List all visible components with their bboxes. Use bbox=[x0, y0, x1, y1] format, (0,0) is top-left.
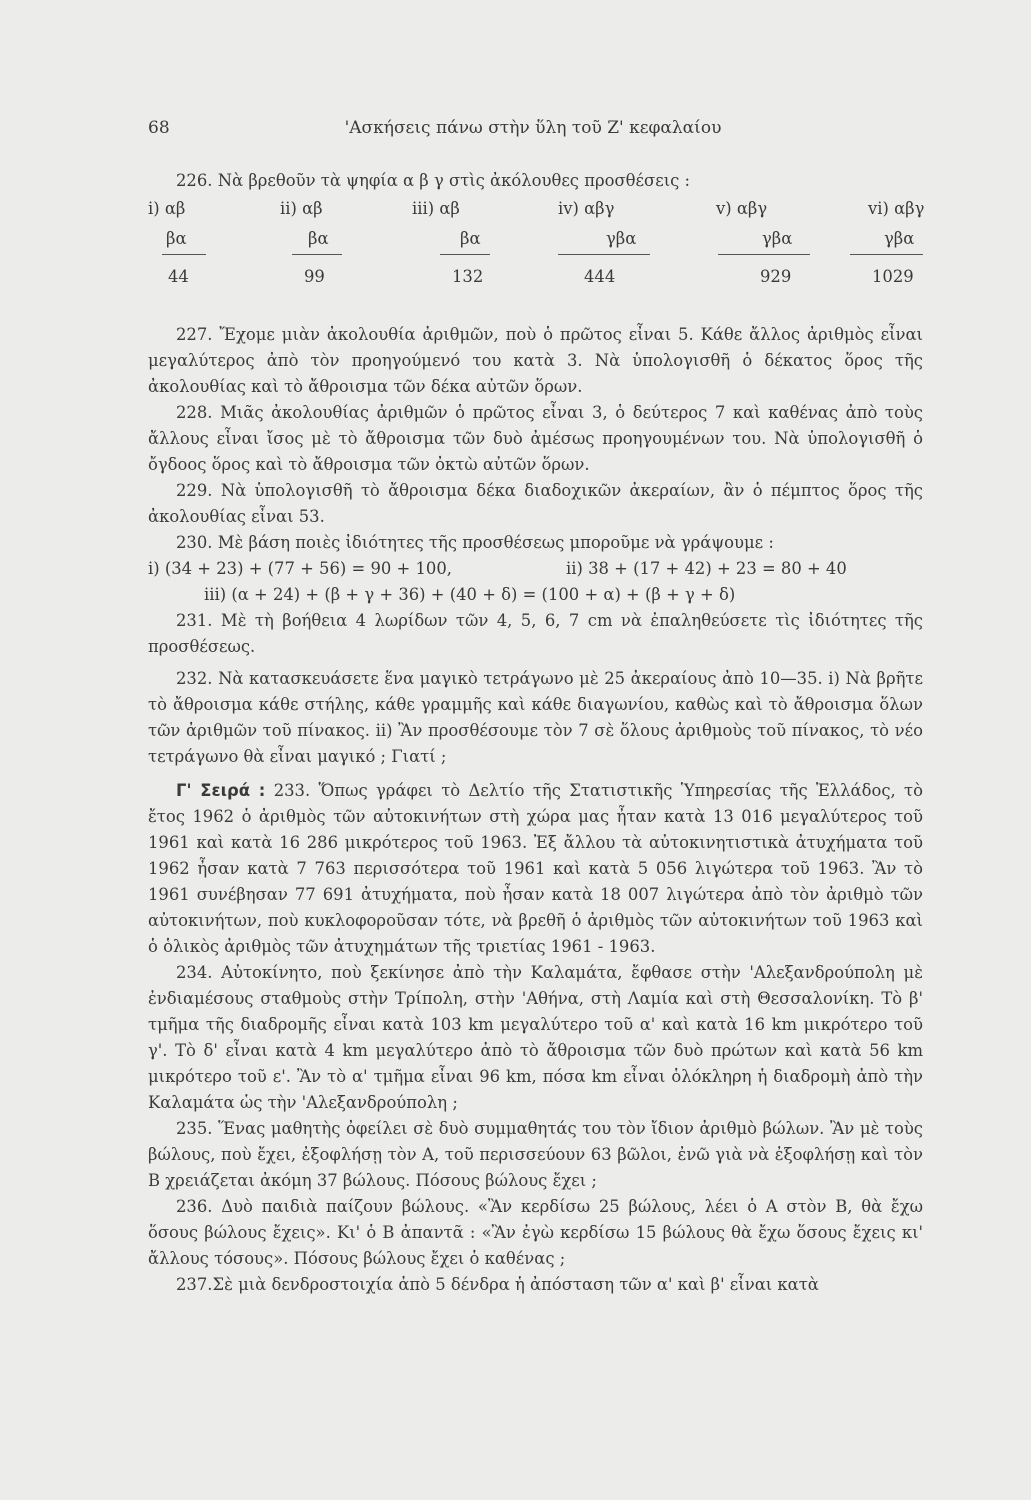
addition-addend: γβα bbox=[762, 229, 793, 248]
exercise-229: 229. Νὰ ὑπολογισθῆ τὸ ἄθροισμα δέκα διαδοχικῶν ἀκεραίων, ἂν ὁ πέμπτος ὅρος τῆς ἀκολουθίας εἶναι 53. bbox=[148, 481, 923, 526]
equation-i: i) (34 + 23) + (77 + 56) = 90 + 100, bbox=[148, 559, 452, 578]
running-title: 'Ασκήσεις πάνω στὴν ὕλη τοῦ Ζ' κεφαλαίου bbox=[344, 118, 722, 138]
sum-rule bbox=[440, 254, 490, 255]
equation-iii: iii) (α + 24) + (β + γ + 36) + (40 + δ) = (100 + α) + (β + γ + δ) bbox=[204, 585, 736, 604]
exercise-236: 236. Δυὸ παιδιὰ παίζουν βώλους. «Ἂν κερδίσω 25 βώλους, λέει ὁ Α στὸν Β, θὰ ἔχω ὅσους βώλους ἔχεις». Κι' ὁ Β ἀπαντᾶ : «Ἂν ἐγὼ κερδίσω 15 βώλους θὰ ἔχω ὅσους ἔχεις κι' ἄλλους τόσους». Πόσους βώλους ἔχει ὁ καθένας ; bbox=[148, 1197, 923, 1268]
series-heading: Γ' Σειρά : bbox=[176, 781, 266, 800]
equation-ii: ii) 38 + (17 + 42) + 23 = 80 + 40 bbox=[566, 559, 847, 578]
addition-label: iii) αβ bbox=[412, 199, 460, 218]
page-body bbox=[148, 168, 923, 1298]
exercise-227: 227. Ἔχομε μιὰν ἀκολουθία ἀριθμῶν, ποὺ ὁ πρῶτος εἶναι 5. Κάθε ἄλλος ἀριθμὸς εἶναι μεγαλύτερος ἀπὸ τὸν προηγούμενό του κατὰ 3. Νὰ ὑπολογισθῆ ὁ δέκατος ὅρος τῆς ἀκολουθίας καὶ τὸ ἄθροισμα τῶν δέκα αὐτῶν ὅρων. bbox=[148, 325, 923, 396]
exercise-232: 232. Νὰ κατασκευάσετε ἕνα μαγικὸ τετράγωνο μὲ 25 ἀκεραίους ἀπὸ 10—35. i) Νὰ βρῆτε τὸ ἄθροισμα κάθε στήλης, κάθε γραμμῆς καὶ κάθε διαγωνίου, καθὼς καὶ τὸ ἄθροισμα ὅλων τῶν ἀριθμῶν τοῦ πίνακος. ii) Ἂν προσθέσουμε τὸν 7 σὲ ὅλους ἀριθμοὺς τοῦ πίνακος, τὸ νέο τετράγωνο θὰ εἶναι μαγικό ; Γιατί ; bbox=[148, 669, 923, 766]
addition-result: 99 bbox=[304, 267, 325, 286]
addition-result: 44 bbox=[168, 267, 189, 286]
exercise-230-equations bbox=[148, 556, 923, 582]
addition-label: ii) αβ bbox=[280, 199, 323, 218]
addition-addend: βα bbox=[308, 229, 329, 248]
addition-label: v) αβγ bbox=[716, 199, 768, 218]
page-number: 68 bbox=[148, 118, 170, 138]
sum-rule bbox=[718, 254, 810, 255]
addition-result: 444 bbox=[584, 267, 616, 286]
sum-rule bbox=[162, 254, 206, 255]
exercise-228: 228. Μιᾶς ἀκολουθίας ἀριθμῶν ὁ πρῶτος εἶναι 3, ὁ δεύτερος 7 καὶ καθένας ἀπὸ τοὺς ἄλλους εἶναι ἴσος μὲ τὸ ἄθροισμα τῶν δυὸ ἀμέσως προηγουμένων του. Νὰ ὑπολογισθῆ ὁ ὄγδοος ὅρος καὶ τὸ ἄθροισμα τῶν ὀκτὼ αὐτῶν ὅρων. bbox=[148, 403, 923, 474]
addition-addend: γβα bbox=[606, 229, 637, 248]
exercise-231: 231. Μὲ τὴ βοήθεια 4 λωρίδων τῶν 4, 5, 6, 7 cm νὰ ἐπαληθεύσετε τὶς ἰδιότητες τῆς προσθέσεως. bbox=[148, 611, 923, 656]
exercise-237: 237.Σὲ μιὰ δενδροστοιχία ἀπὸ 5 δένδρα ἡ ἀπόσταση τῶν α' καὶ β' εἶναι κατὰ bbox=[176, 1275, 819, 1294]
addition-addend: γβα bbox=[884, 229, 915, 248]
exercise-233: 233. Ὅπως γράφει τὸ Δελτίο τῆς Στατιστικῆς Ὑπηρεσίας τῆς Ἑλλάδος, τὸ ἔτος 1962 ὁ ἀριθμὸς τῶν αὐτοκινήτων στὴ χώρα μας ἦταν κατὰ 13 016 μεγαλύτερος τοῦ 1961 καὶ κατὰ 16 286 μικρότερος τοῦ 1963. Ἐξ ἄλλου τὰ αὐτοκινητιστικὰ ἀτυχήματα τοῦ 1962 ἦσαν κατὰ 7 763 περισσότερα τοῦ 1961 καὶ κατὰ 5 056 λιγώτερα τοῦ 1963. Ἂν τὸ 1961 συνέβησαν 77 691 ἀτυχήματα, ποὺ ἦσαν κατὰ 18 007 λιγώτερα ἀπὸ τὸν ἀριθμὸ τῶν αὐτοκινήτων, ποὺ κυκλοφοροῦσαν τότε, νὰ βρεθῆ ὁ ἀριθμὸς τῶν αὐτοκινήτων τοῦ 1963 καὶ ὁ ὁλικὸς ἀριθμὸς τῶν ἀτυχημάτων τῆς τριετίας 1961 - 1963. bbox=[148, 781, 923, 956]
sum-rule bbox=[850, 254, 923, 255]
exercise-233-block bbox=[148, 778, 923, 960]
sum-rule bbox=[292, 254, 342, 255]
exercise-226-intro: 226. Νὰ βρεθοῦν τὰ ψηφία α β γ στὶς ἀκόλουθες προσθέσεις : bbox=[176, 171, 691, 190]
exercise-234: 234. Αὐτοκίνητο, ποὺ ξεκίνησε ἀπὸ τὴν Καλαμάτα, ἔφθασε στὴν 'Αλεξανδρούπολη μὲ ἐνδιαμέσους σταθμοὺς στὴν Τρίπολη, στὴν 'Αθήνα, στὴ Λαμία καὶ στὴ Θεσσαλονίκη. Τὸ β' τμῆμα τῆς διαδρομῆς εἶναι κατὰ 103 km μεγαλύτερο τοῦ α' καὶ κατὰ 16 km μικρότερο τοῦ γ'. Τὸ δ' εἶναι κατὰ 4 km μεγαλύτερο ἀπὸ τὸ ἄθροισμα τῶν δυὸ πρώτων καὶ κατὰ 56 km μικρότερο τοῦ ε'. Ἂν τὸ α' τμῆμα εἶναι 96 km, πόσα km εἶναι ὁλόκληρη ἡ διαδρομὴ ἀπὸ τὴν Καλαμάτα ὡς τὴν 'Αλεξανδρούπολη ; bbox=[148, 963, 923, 1112]
exercise-235: 235. Ἕνας μαθητὴς ὀφείλει σὲ δυὸ συμμαθητάς του τὸν ἴδιον ἀριθμὸ βώλων. Ἂν μὲ τοὺς βώλους, ποὺ ἔχει, ἐξοφλήσῃ τὸν Α, τοῦ περισσεύουν 63 βῶλοι, ἐνῶ γιὰ νὰ ἐξοφλήσῃ καὶ τὸν Β χρειάζεται ἀκόμη 37 βώλους. Πόσους βώλους ἔχει ; bbox=[148, 1119, 923, 1190]
addition-label: iv) αβγ bbox=[558, 199, 615, 218]
addition-result: 1029 bbox=[872, 267, 914, 286]
addition-label: i) αβ bbox=[148, 199, 186, 218]
page-header bbox=[148, 118, 918, 148]
exercise-226-additions bbox=[148, 194, 923, 322]
addition-result: 132 bbox=[452, 267, 484, 286]
sum-rule bbox=[558, 254, 650, 255]
addition-label: vi) αβγ bbox=[868, 199, 925, 218]
exercise-230: 230. Μὲ βάση ποιὲς ἰδιότητες τῆς προσθέσεως μποροῦμε νὰ γράψουμε : bbox=[176, 533, 774, 552]
addition-addend: βα bbox=[460, 229, 481, 248]
addition-result: 929 bbox=[760, 267, 792, 286]
addition-addend: βα bbox=[166, 229, 187, 248]
